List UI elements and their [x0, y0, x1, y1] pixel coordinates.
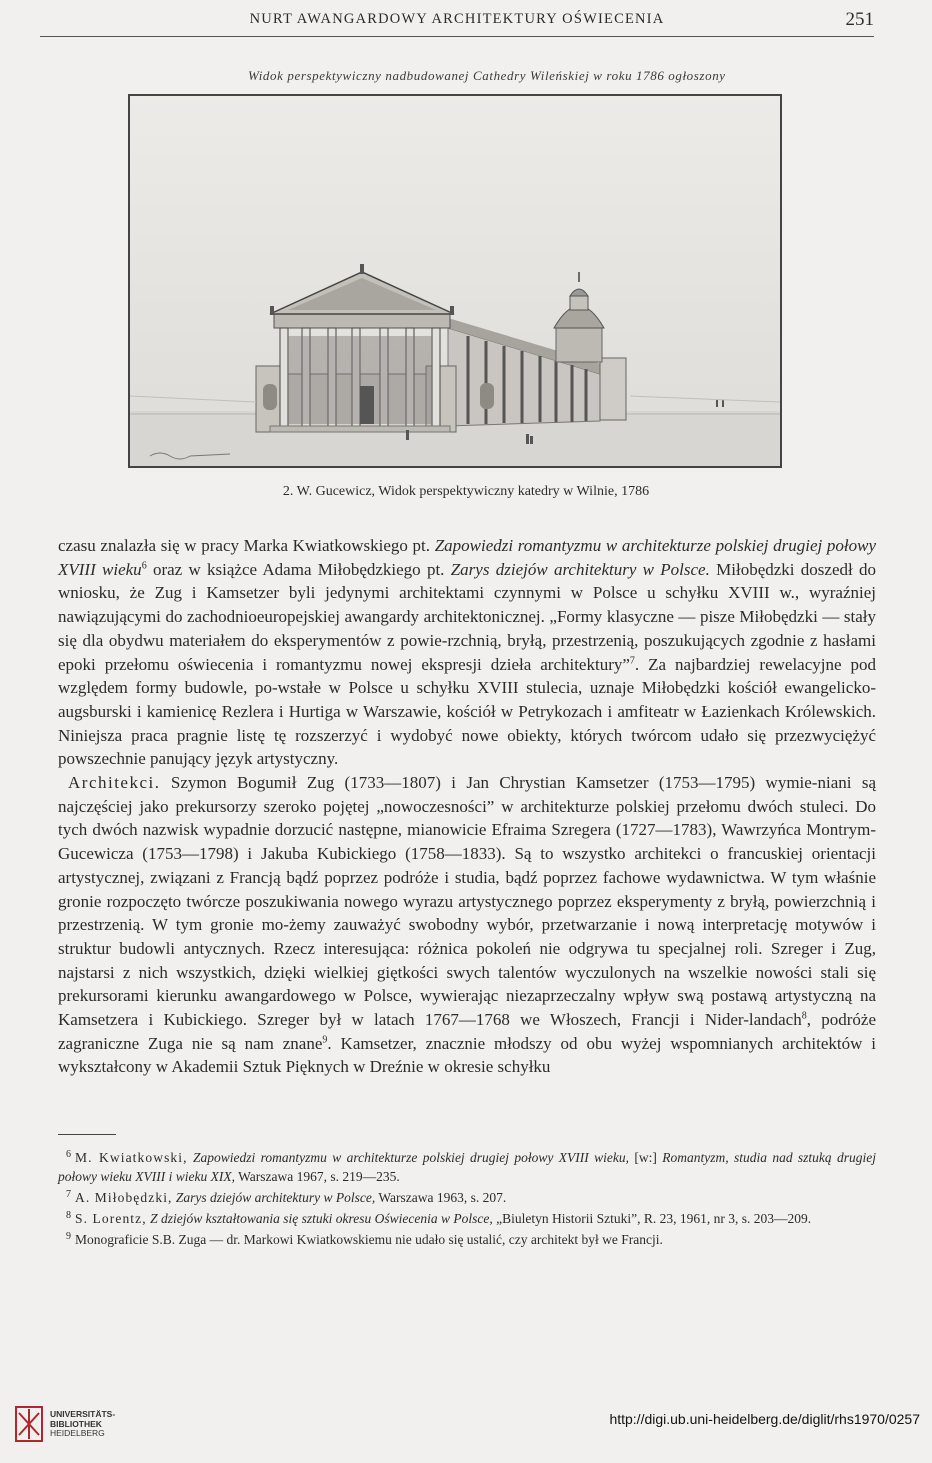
- footnote-ref: 9: [322, 1034, 328, 1046]
- section-lead: Architekci.: [68, 773, 161, 793]
- footnote-author: S. Lorentz,: [75, 1211, 147, 1226]
- library-emblem-icon: [14, 1405, 44, 1443]
- paragraph-1: [58, 534, 876, 771]
- text-run: Miłobędzki doszedł do wniosku, że Zug i Kamsetzer byli jedynymi architektami czynnymi w Polsce u schyłku XVIII w., wyraźniej nawiązującymi do zachodnioeuropejskiej awangardy architektonicznej. „Formy klasyczne — pisze Miłobędzki — stały się dla obydwu materiałem do eksperymentów z powie-rzchnią, bryłą, przestrzenią, poszukujących zgodnie z hasłami epoki przełomu oświecenia i romantyzmu nowej ekspresji dzieła architektury”: [58, 559, 876, 674]
- text-run: . Za najbardziej rewelacyjne pod względem formy budowle, po-wstałe w Polsce u schyłku XVIII stulecia, uznaje Miłobędzki kościół ewangelicko-augsburski i kamienicę Rezlera i Hurtiga w Warszawie, kościół w Petrykozach i amfiteatr w Łazienkach Królewskich. Niniejsza praca pragnie listę tę rozszerzyć i wydobyć nowe obiekty, których twórcom udało się przezwyciężyć powszechnie panujący język artystyczny.: [58, 654, 876, 769]
- running-title: NURT AWANGARDOWY ARCHITEKTURY OŚWIECENIA: [249, 11, 665, 27]
- drawing-frame: [128, 94, 782, 468]
- book-title: Zarys dziejów architektury w Polsce.: [450, 559, 710, 579]
- figure-cathedral-drawing: [128, 60, 780, 466]
- page-number: 251: [845, 9, 874, 30]
- text-run: , podróże zagraniczne Zuga nie są nam znane: [58, 1010, 876, 1053]
- body-text: [58, 534, 876, 1079]
- footnote-title: Z dziejów kształtowania się sztuki okresu Oświecenia w Polsce,: [150, 1211, 493, 1226]
- text-run: . Kamsetzer, znacznie młodszy od obu wyżej wspomnianych architektów i wykształcony w Akademii Sztuk Pięknych w Dreźnie w okresie schyłku: [58, 1033, 877, 1077]
- footnote-author: M. Kwiatkowski,: [75, 1150, 188, 1165]
- footnote-number: 6: [66, 1148, 71, 1160]
- footnote-text: Monograficie S.B. Zuga — dr. Markowi Kwiatkowskiemu nie udało się ustalić, czy architekt był we Francji.: [75, 1232, 663, 1247]
- figure-caption: 2. W. Gucewicz, Widok perspektywiczny katedry w Wilnie, 1786: [282, 484, 650, 499]
- text-run: oraz w książce Adama Miłobędzkiego pt.: [146, 559, 451, 579]
- footnote-title: Zarys dziejów architektury w Polsce,: [175, 1190, 376, 1205]
- footnote-text: [w:]: [634, 1150, 657, 1165]
- footnote-ref: 6: [141, 560, 147, 572]
- footnote-ref: 8: [801, 1010, 807, 1022]
- footnote-7: [58, 1188, 876, 1207]
- footnote-number: 7: [66, 1188, 71, 1200]
- library-name-line: BIBLIOTHEK: [50, 1418, 102, 1429]
- footnote-author: A. Miłobędzki,: [75, 1190, 173, 1205]
- library-name-line: HEIDELBERG: [50, 1428, 105, 1438]
- figure-inscription: Widok perspektywiczny nadbudowanej Cathedry Wileńskiej w roku 1786 ogłoszony: [248, 68, 726, 83]
- footnote-text: Warszawa 1967, s. 219—235.: [238, 1169, 400, 1184]
- footnote-6: [58, 1148, 876, 1186]
- footnote-9: [58, 1230, 876, 1249]
- library-name-line: UNIVERSITÄTS-: [50, 1409, 116, 1419]
- footnote-number: 8: [66, 1209, 71, 1221]
- library-logo[interactable]: [12, 1403, 162, 1445]
- footnote-title: Romantyzm, studia nad sztuką drugiej połowy wieku XVIII i wieku XIX,: [58, 1150, 877, 1184]
- text-run: Szymon Bogumił Zug (1733—1807) i Jan Chrystian Kamsetzer (1753—1795) wymie-niani są najczęściej jako prekursorzy szeroko pojętej „nowoczesności” w architekturze polskiej przełomu dwóch stuleci. Do tych dwóch nazwisk wypadnie dorzucić następne, mianowicie Efraima Szregera (1727—1783), Wawrzyńca Montrym-Gucewicza (1753—1798) i Jakuba Kubickiego (1758—1833). Są to wszystko architekci o francuskiej orientacji artystycznej, związani z Francją bądź poprzez podróże i studia, bądź poprzez fachowe wydawnictwa. W tym właśnie gronie rozpoczęto twórcze poszukiwania nowego wyrazu artystycznego poprzez eksperymenty z bryłą, powierzchnią i przestrzenią. W tym gronie mo-żemy zauważyć swobodny wybór, przetwarzanie i nową interpretację motywów i struktur budowli antycznych. Rzecz interesująca: różnica pokoleń nie odgrywa tu specjalnej roli. Szreger i Zug, najstarsi z nich wszystkich, dzięki wielkiej giętkości swych talentów wyczulonych na wszelkie nowości stali się prekursorami kierunku awangardowego w Polsce, wywierając niezaprzeczalny wpływ swą postawą artystyczną na Kamsetzera i Kubickiego. Szreger był w latach 1767—1768 we Włoszech, Francji i Nider-landach: [58, 773, 876, 1030]
- book-title: Zapowiedzi romantyzmu w architekturze polskiej drugiej połowy XVIII wieku: [58, 536, 877, 579]
- running-header: [40, 8, 874, 37]
- footnote-rule: [58, 1134, 116, 1135]
- cathedral-illustration: [130, 96, 780, 466]
- library-name: [50, 1410, 115, 1439]
- footnote-8: [58, 1209, 876, 1228]
- paragraph-2: [58, 771, 876, 1079]
- source-url-link[interactable]: http://digi.ub.uni-heidelberg.de/diglit/rhs1970/0257: [609, 1411, 920, 1427]
- footnote-text: Warszawa 1963, s. 207.: [378, 1190, 507, 1205]
- footnote-text: „Biuletyn Historii Sztuki”, R. 23, 1961, nr 3, s. 203—209.: [496, 1211, 812, 1226]
- footnote-ref: 7: [629, 654, 635, 666]
- footnote-title: Zapowiedzi romantyzmu w architekturze polskiej drugiej połowy XVIII wieku,: [193, 1150, 629, 1165]
- text-run: czasu znalazła się w pracy Marka Kwiatkowskiego pt.: [58, 536, 435, 555]
- footnotes: [58, 1148, 876, 1251]
- footnote-number: 9: [66, 1230, 71, 1242]
